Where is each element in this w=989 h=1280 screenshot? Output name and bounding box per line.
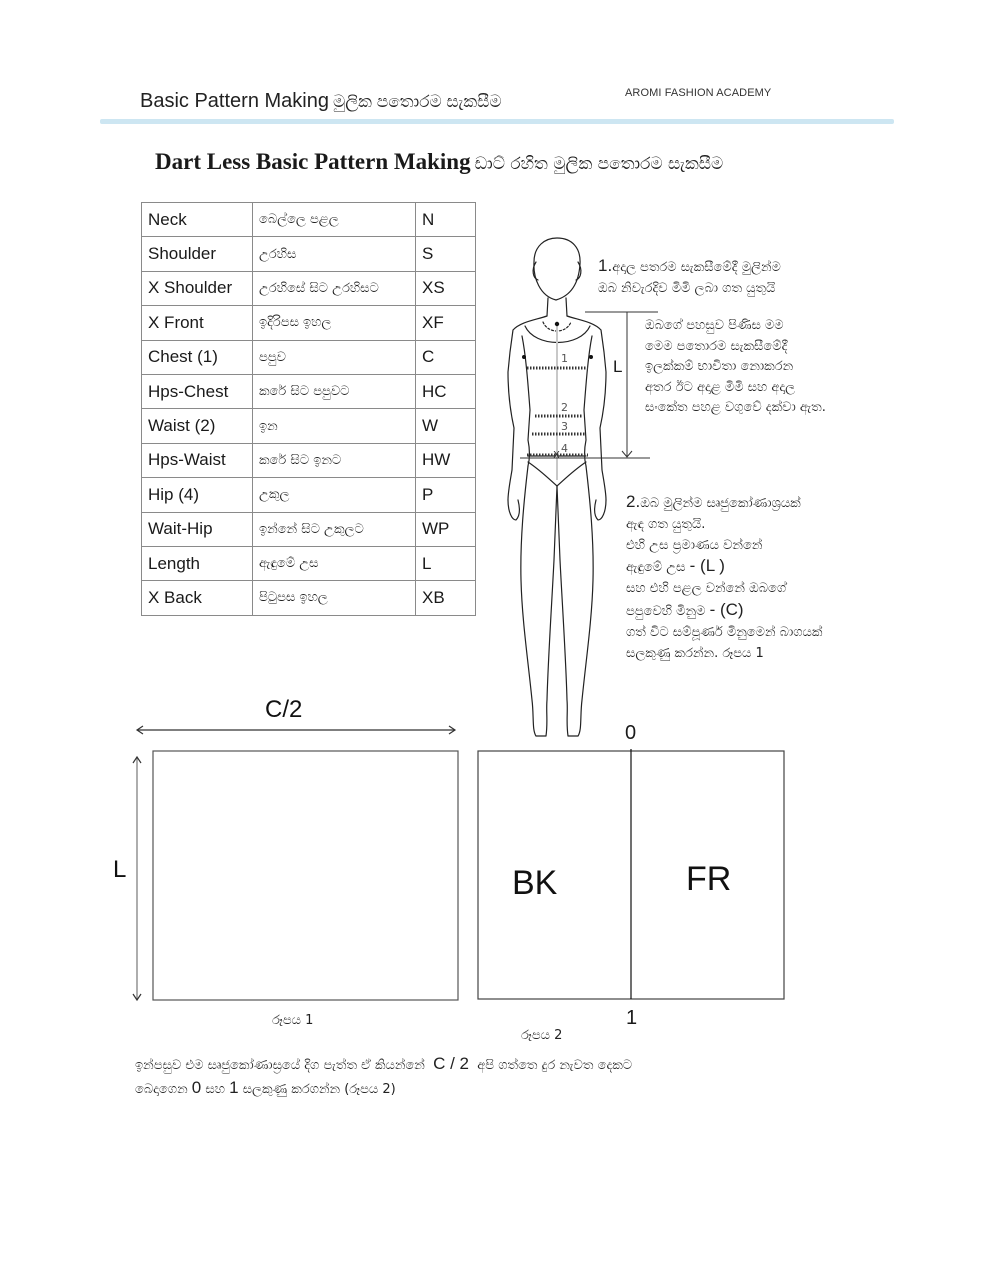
note-2-number: 2. <box>626 492 641 511</box>
bottom-text: අපි ගත්තෙ දුර නැවත දෙකට <box>477 1058 633 1073</box>
note-2-line: ඔබ මුලින්ම සෘජුකෝණාශ්‍රයක් <box>640 496 801 511</box>
marker-3: 3 <box>561 420 568 433</box>
bottom-instructions <box>135 1053 632 1101</box>
note-2-line: එහි උස ප්‍රමාණය වන්නේ <box>626 537 763 553</box>
measure-sinhala: කරේ සිට පපුවට <box>253 374 416 408</box>
measure-code: N <box>416 203 476 237</box>
symbols-note <box>645 316 826 419</box>
measure-code: XB <box>416 581 476 615</box>
back-panel-label: BK <box>512 864 558 902</box>
measure-sinhala: කරේ සිට ඉනට <box>253 443 416 477</box>
bottom-text: සලකුණු කරගන්න (රූපය 2) <box>242 1082 396 1097</box>
page-title-sinhala: ඩාට් රහිත මුලික පතොරම සැකසීම <box>474 154 724 174</box>
header-title-english: Basic Pattern Making <box>140 90 329 112</box>
bottom-text: සහ <box>205 1082 225 1097</box>
diagram-1-width-label: C/2 <box>265 696 303 723</box>
diagram-2-bottom-label: 1 <box>626 1007 638 1029</box>
measure-name: Shoulder <box>142 237 253 271</box>
measure-name: X Shoulder <box>142 271 253 305</box>
figure-length-label: L <box>613 357 623 376</box>
measure-name: Chest (1) <box>142 340 253 374</box>
measure-sinhala: ඉදිරිපස ඉහල <box>253 306 416 340</box>
measure-name: X Front <box>142 306 253 340</box>
cross-mark: X <box>553 450 560 461</box>
symbols-note-line: ඉලක්කම් භාවිතා නොකරන <box>645 359 794 374</box>
note-2-line: ගත් විට සම්පූර්ණ මිනුමෙන් බාගයක් <box>626 624 823 640</box>
measure-name: Length <box>142 546 253 580</box>
measure-code: C <box>416 340 476 374</box>
measure-code: P <box>416 478 476 512</box>
marker-hip: 4 <box>561 442 568 455</box>
measure-name: Hps-Chest <box>142 374 253 408</box>
measure-code: HC <box>416 374 476 408</box>
symbols-note-line: ඔබගේ පහසුව පිණිස මම <box>645 318 784 333</box>
marker-chest: 1 <box>561 352 568 365</box>
front-panel-label: FR <box>686 860 732 898</box>
diagram-1-caption: රූපය 1 <box>272 1013 314 1028</box>
measure-sinhala: ඉන <box>253 409 416 443</box>
diagram-2-caption: රූපය 2 <box>521 1028 563 1043</box>
symbols-note-line: සංකේත පහළ වගුවේ දක්වා ඇත. <box>645 400 826 415</box>
bottom-text: ඉන්පසුව එම සෘජුකෝණාස්‍රයේ දිග පැත්ත ඒ කියන්නේ <box>135 1058 425 1073</box>
note-2-line: ඇඳුමේ උස <box>626 560 686 576</box>
length-symbol: - (L ) <box>689 556 725 576</box>
measure-sinhala: පපුව <box>253 340 416 374</box>
measure-sinhala: ඉන්නේ සිට උකුලට <box>253 512 416 546</box>
diagram-1-height-label: L <box>113 856 127 883</box>
measure-code: W <box>416 409 476 443</box>
measure-code: XF <box>416 306 476 340</box>
note-2-line: සලකුණු කරන්න. රූපය 1 <box>626 645 764 661</box>
measure-code: HW <box>416 443 476 477</box>
measure-sinhala: පිටුපස ඉහල <box>253 581 416 615</box>
mark-0: 0 <box>191 1078 202 1097</box>
measure-sinhala: බෙල්ලෙ පළල <box>253 203 416 237</box>
measure-sinhala: ඇඳුමේ උස <box>253 546 416 580</box>
measure-sinhala: උකුල <box>253 478 416 512</box>
note-2-line: සහ එහි පළල වන්නේ ඔබගේ <box>626 581 787 597</box>
marker-waist: 2 <box>561 401 568 414</box>
measure-code: XS <box>416 271 476 305</box>
note-2-line: ඇඳ ගත යුතුයි. <box>626 516 706 532</box>
note-1-line-1: අදාල පතරම සැකසීමේදී මුලින්ම <box>612 260 781 275</box>
instruction-note-1 <box>598 256 781 299</box>
measure-name: Hps-Waist <box>142 443 253 477</box>
diagram-2-top-label: 0 <box>625 722 637 744</box>
chest-symbol: - (C) <box>709 599 744 619</box>
academy-name: AROMI FASHION ACADEMY <box>625 87 772 99</box>
measure-sinhala: උරහිසේ සිට උරහිසට <box>253 271 416 305</box>
symbols-note-line: මෙම පතොරම සැකසීමේදී <box>645 338 788 354</box>
note-1-number: 1. <box>598 256 613 275</box>
page-title-english: Dart Less Basic Pattern Making <box>155 149 471 174</box>
measure-name: Neck <box>142 203 253 237</box>
measure-code: L <box>416 546 476 580</box>
measure-name: Waist (2) <box>142 409 253 443</box>
measure-code: WP <box>416 512 476 546</box>
note-1-line-2: ඔබ නිවැරදිව මිමි ලබා ගත යුතුයි <box>598 280 776 296</box>
mark-1: 1 <box>229 1078 239 1097</box>
measure-code: S <box>416 237 476 271</box>
measure-name: Hip (4) <box>142 478 253 512</box>
header-title-sinhala: මුලික පතොරම සැකසීම <box>332 92 502 111</box>
measure-name: Wait-Hip <box>142 512 253 546</box>
symbols-note-line: අතර ඊට අදාළ මිමි සහ අදාල <box>645 379 796 395</box>
half-chest-symbol: C / 2 <box>433 1054 470 1073</box>
bottom-text: බෙදාගෙන <box>135 1082 188 1097</box>
measure-name: X Back <box>142 581 253 615</box>
note-2-line: පපුවෙහි මිනුම <box>626 603 706 619</box>
instruction-note-2 <box>626 492 822 664</box>
measure-sinhala: උරහිස <box>253 237 416 271</box>
